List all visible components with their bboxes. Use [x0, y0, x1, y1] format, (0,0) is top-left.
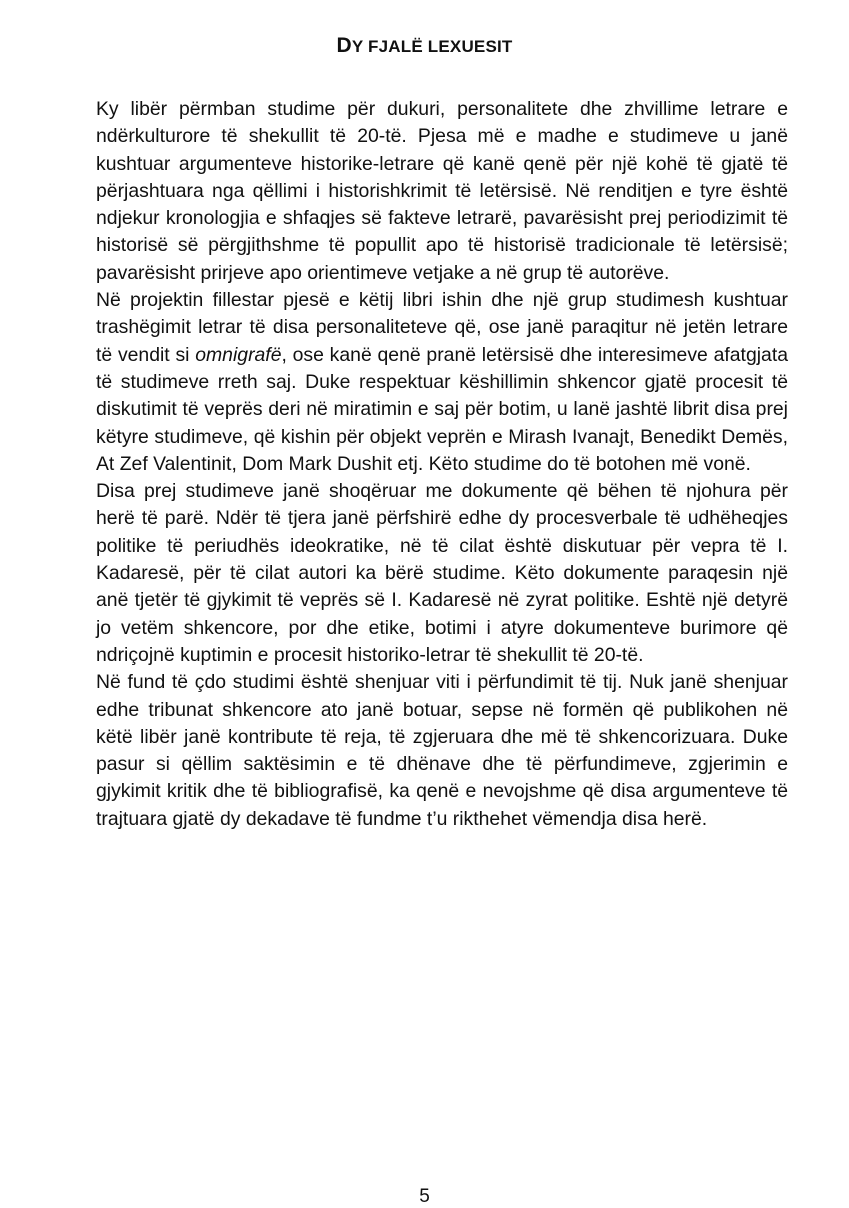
paragraph-2-italic: omnigrafë	[195, 343, 282, 366]
title-initial: D	[336, 34, 352, 57]
page-number: 5	[419, 1186, 430, 1207]
page-title	[0, 34, 849, 58]
paragraph-2	[96, 287, 788, 478]
title-initial-rest: Y	[351, 37, 369, 56]
paragraph-4: Në fund të çdo studimi është shenjuar viti i përfundimit të tij. Nuk janë shenjuar edhe tribunat shkencore ato janë botuar, sepse në formën që publikohen në këtë libër janë kontribute të reja, të zgjeruara dhe më të shkencorizuara. Duke pasur si qëllim saktësimin e të dhënave dhe të përfundimeve, zgjerimin e gjykimit kritik dhe të bibliografisë, ka qenë e nevojshme që disa argumenteve të trajtuara gjatë dy dekadave të fundme t’u rikthehet vëmendja disa herë.	[96, 671, 788, 830]
body-text	[96, 96, 788, 833]
paragraph-2-end: , ose kanë qenë pranë letërsisë dhe interesimeve afatgjata të studimeve rreth saj. Duke respektuar këshillimin shkencor gjatë procesit të diskutimit të veprës deri në miratimin e saj për botim, u lanë jashtë librit disa prej këtyre studimeve, që kishin për objekt veprën e Mirash Ivanajt, Benedikt Demës, At Zef Valentinit, Dom Mark Dushit etj. Këto studime do të botohen më vonë.	[96, 343, 788, 475]
paragraph-3: Disa prej studimeve janë shoqëruar me dokumente që bëhen të njohura për herë të parë. Ndër të tjera janë përfshirë edhe dy procesverbale të udhëheqjes politike të periudhës ideokratike, në të cilat është diskutuar për vepra të I. Kadaresë, për të cilat autori ka bërë studime. Këto dokumente paraqesin një anë tjetër të gjykimit të veprës së I. Kadaresë në zyrat politike. Eshtë një detyrë jo vetëm shkencore, por dhe etike, botimi i atyre dokumenteve burimore që ndriçojnë kuptimin e procesit historiko-letrar të shekullit të 20-të.	[96, 480, 788, 666]
title-rest: FJALË LEXUESIT	[368, 37, 513, 56]
paragraph-2-start: Në projektin fillestar pjesë e këtij libri ishin dhe një grup studimesh kushtuar trashëgimit letrar të disa personaliteteve që, ose janë paraqitur në jetën letrare të vendit si	[96, 289, 788, 366]
paragraph-1: Ky libër përmban studime për dukuri, personalitete dhe zhvillime letrare e ndërkulturore të shekullit të 20-të. Pjesa më e madhe e studimeve u janë kushtuar argumenteve historike-letrare që kanë qenë për një kohë të gjatë të përjashtuara nga qëllimi i historishkrimit të letërsisë. Në renditjen e tyre është ndjekur kronologjia e shfaqjes së fakteve letrarë, pavarësisht prej periodizimit të historisë së përgjithshme të popullit apo të historisë tradicionale të letërsisë; pavarësisht prirjeve apo orientimeve vetjake a në grup të autorëve.	[96, 98, 788, 284]
